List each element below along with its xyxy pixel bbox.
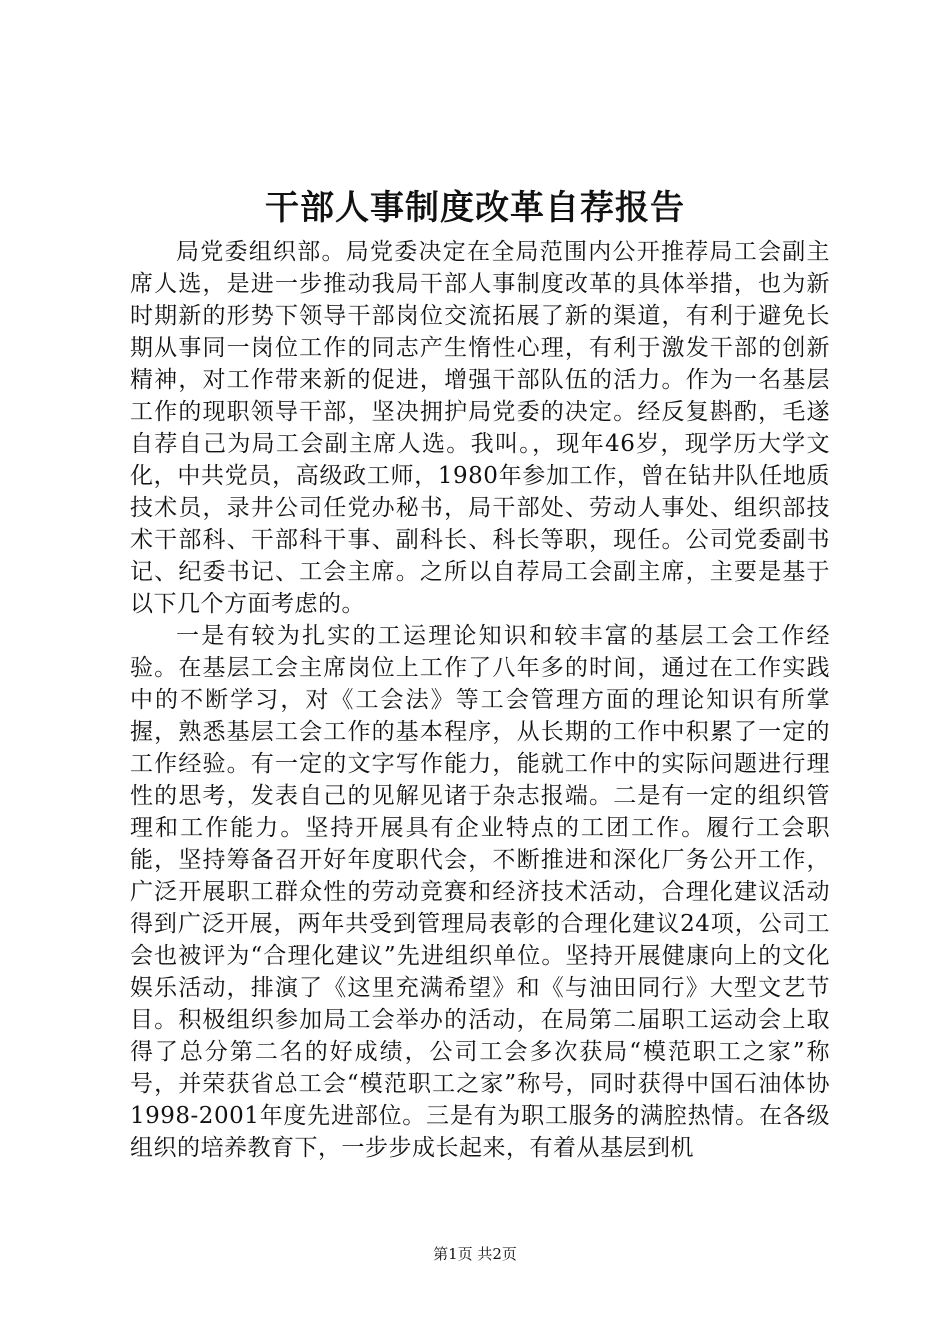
page-footer: 第1页 共2页 (433, 1245, 517, 1263)
paragraph: 局党委组织部。局党委决定在全局范围内公开推荐局工会副主席人选，是进一步推动我局干部人事制度改革的具体举措，也为新时期新的形势下领导干部岗位交流拓展了新的渠道，有利于避免长期从事同一岗位工作的同志产生惰性心理，有利于激发干部的创新精神，对工作带来新的促进，增强干部队伍的活力。作为一名基层工作的现职领导干部，坚决拥护局党委的决定。经反复斟酌，毛遂自荐自己为局工会副主席人选。我叫。，现年46岁，现学历大学文化，中共党员，高级政工师，1980年参加工作，曾在钻井队任地质技术员，录井公司任党办秘书，局干部处、劳动人事处、组织部技术干部科、干部科干事、副科长、科长等职，现任。公司党委副书记、纪委书记、工会主席。之所以自荐局工会副主席，主要是基于以下几个方面考虑的。 (130, 239, 830, 617)
document-title: 干部人事制度改革自荐报告 (265, 188, 685, 228)
document-body (130, 236, 830, 1164)
paragraph: 一是有较为扎实的工运理论知识和较丰富的基层工会工作经验。在基层工会主席岗位上工作了八年多的时间，通过在工作实践中的不断学习，对《工会法》等工会管理方面的理论知识有所掌握，熟悉基层工会工作的基本程序，从长期的工作中积累了一定的工作经验。有一定的文字写作能力，能就工作中的实际问题进行理性的思考，发表自己的见解见诸于杂志报端。二是有一定的组织管理和工作能力。坚持开展具有企业特点的工团工作。履行工会职能，坚持筹备召开好年度职代会，不断推进和深化厂务公开工作，广泛开展职工群众性的劳动竞赛和经济技术活动，合理化建议活动得到广泛开展，两年共受到管理局表彰的合理化建议24项，公司工会也被评为“合理化建议”先进组织单位。坚持开展健康向上的文化娱乐活动，排演了《这里充满希望》和《与油田同行》大型文艺节目。积极组织参加局工会举办的活动，在局第二届职工运动会上取得了总分第二名的好成绩，公司工会多次获局“模范职工之家”称号，并荣获省总工会“模范职工之家”称号，同时获得中国石油体协1998-2001年度先进部位。三是有为职工服务的满腔热情。在各级组织的培养教育下，一步步成长起来，有着从基层到机 (130, 623, 830, 1161)
